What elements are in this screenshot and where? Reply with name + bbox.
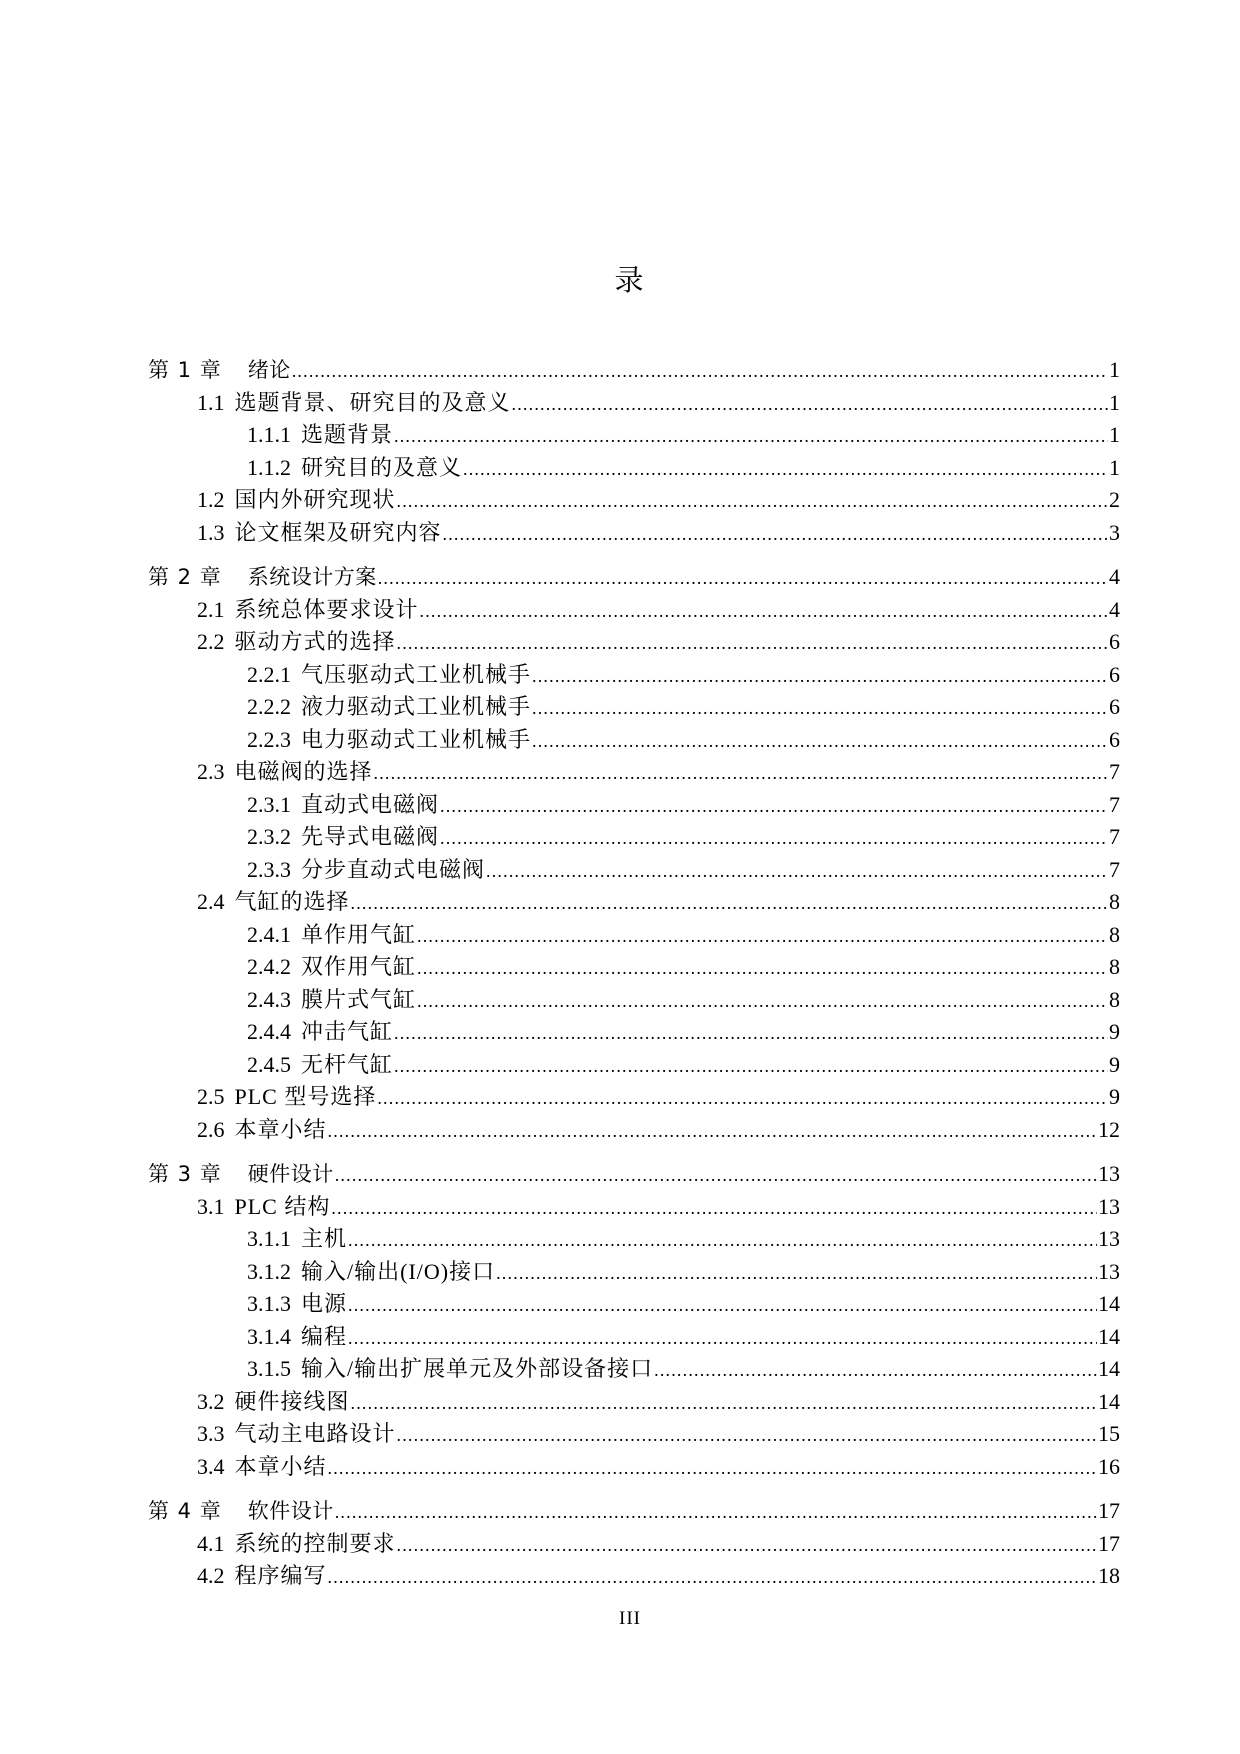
dot-leader bbox=[377, 1082, 1108, 1114]
toc-entry-number: 2.6 bbox=[197, 1116, 225, 1142]
dot-leader bbox=[328, 1115, 1097, 1147]
toc-entry-number: 1.1 bbox=[197, 389, 225, 415]
toc-entry-title: 分步直动式电磁阀 bbox=[301, 856, 486, 882]
toc-entry-section[interactable] bbox=[148, 484, 1120, 517]
toc-entry-number: 4.1 bbox=[197, 1530, 225, 1556]
toc-entry-section[interactable] bbox=[148, 517, 1120, 550]
dot-leader bbox=[348, 1289, 1097, 1321]
toc-entry-subsection[interactable] bbox=[148, 789, 1120, 822]
toc-entry-title: 先导式电磁阀 bbox=[301, 824, 440, 849]
toc-entry-number: 2.5 bbox=[197, 1084, 225, 1109]
toc-entry-title: 研究目的及意义 bbox=[301, 454, 463, 480]
toc-entry-page-number: 1 bbox=[1109, 422, 1120, 447]
toc-entry-title: 液力驱动式工业机械手 bbox=[301, 694, 532, 719]
toc-entry-subsection[interactable] bbox=[148, 1353, 1120, 1386]
dot-leader bbox=[328, 1452, 1097, 1484]
toc-entry-page-number: 7 bbox=[1109, 856, 1120, 882]
toc-entry-page-number: 8 bbox=[1109, 921, 1120, 947]
dot-leader bbox=[512, 388, 1108, 420]
toc-entry-number: 2.3 bbox=[197, 759, 225, 784]
toc-entry-page-number: 1 bbox=[1109, 389, 1120, 415]
toc-entry-subsection[interactable] bbox=[148, 1049, 1120, 1082]
dot-leader bbox=[397, 485, 1108, 517]
toc-entry-subsection[interactable] bbox=[148, 854, 1120, 887]
toc-entry-section[interactable] bbox=[148, 387, 1120, 420]
dot-leader bbox=[486, 855, 1108, 887]
dot-leader bbox=[328, 1561, 1097, 1593]
toc-entry-page-number: 6 bbox=[1109, 726, 1120, 752]
toc-entry-subsection[interactable] bbox=[148, 1223, 1120, 1256]
dot-leader bbox=[335, 1496, 1097, 1528]
dot-leader bbox=[397, 1419, 1097, 1451]
toc-entry-chapter[interactable] bbox=[148, 561, 1120, 594]
toc-entry-title: 软件设计 bbox=[247, 1499, 334, 1523]
toc-entry-page-number: 13 bbox=[1098, 1193, 1120, 1219]
toc-entry-section[interactable] bbox=[148, 594, 1120, 627]
toc-entry-title: 选题背景、研究目的及意义 bbox=[234, 389, 511, 415]
toc-entry-title: PLC 型号选择 bbox=[234, 1084, 377, 1109]
toc-entry-page-number: 7 bbox=[1109, 759, 1120, 784]
toc-entry-number: 第 4 章 bbox=[148, 1499, 222, 1523]
toc-entry-page-number: 2 bbox=[1109, 487, 1120, 512]
toc-entry-page-number: 8 bbox=[1109, 954, 1120, 979]
toc-entry-page-number: 15 bbox=[1098, 1421, 1120, 1446]
dot-leader bbox=[335, 1159, 1097, 1191]
toc-entry-number: 第 2 章 bbox=[148, 565, 222, 589]
toc-entry-number: 2.1 bbox=[197, 596, 225, 622]
dot-leader bbox=[331, 1192, 1097, 1224]
toc-entry-title: 单作用气缸 bbox=[301, 921, 417, 947]
toc-entry-page-number: 13 bbox=[1098, 1161, 1120, 1186]
toc-entry-title: 气缸的选择 bbox=[234, 889, 350, 914]
toc-entry-title: 电磁阀的选择 bbox=[234, 759, 373, 784]
toc-entry-number: 3.1.4 bbox=[247, 1323, 291, 1349]
toc-entry-page-number: 12 bbox=[1098, 1116, 1120, 1142]
toc-entry-page-number: 7 bbox=[1109, 824, 1120, 849]
toc-entry-page-number: 7 bbox=[1109, 791, 1120, 817]
toc-entry-page-number: 6 bbox=[1109, 629, 1120, 654]
toc-entry-number: 2.4.5 bbox=[247, 1051, 291, 1077]
toc-entry-title: 本章小结 bbox=[234, 1116, 327, 1142]
toc-entry-number: 3.1.5 bbox=[247, 1356, 291, 1381]
toc-entry-number: 2.2.2 bbox=[247, 694, 291, 719]
dot-leader bbox=[378, 562, 1108, 594]
toc-entry-subsection[interactable] bbox=[148, 1288, 1120, 1321]
toc-entry-title: 程序编写 bbox=[234, 1563, 327, 1588]
toc-entry-number: 2.4 bbox=[197, 889, 225, 914]
dot-leader bbox=[532, 692, 1108, 724]
toc-entry-title: 输入/输出(I/O)接口 bbox=[301, 1258, 496, 1284]
dot-leader bbox=[351, 1387, 1097, 1419]
toc-entry-title: 无杆气缸 bbox=[301, 1051, 394, 1077]
toc-entry-page-number: 9 bbox=[1109, 1084, 1120, 1109]
toc-entry-number: 3.3 bbox=[197, 1421, 225, 1446]
toc-entry-number: 3.1.1 bbox=[247, 1226, 291, 1251]
dot-leader bbox=[532, 660, 1108, 692]
toc-entry-section[interactable] bbox=[148, 1386, 1120, 1419]
table-of-contents bbox=[148, 354, 1120, 1593]
dot-leader bbox=[463, 453, 1108, 485]
toc-entry-number: 1.3 bbox=[197, 519, 225, 545]
dot-leader bbox=[348, 1322, 1097, 1354]
toc-entry-page-number: 17 bbox=[1098, 1530, 1120, 1556]
toc-entry-section[interactable] bbox=[148, 1081, 1120, 1114]
toc-entry-number: 4.2 bbox=[197, 1563, 225, 1588]
toc-entry-title: 膜片式气缸 bbox=[301, 986, 417, 1012]
toc-entry-title: 论文框架及研究内容 bbox=[234, 519, 442, 545]
toc-entry-number: 2.2.1 bbox=[247, 661, 291, 687]
toc-entry-page-number: 8 bbox=[1109, 889, 1120, 914]
toc-entry-subsection[interactable] bbox=[148, 1016, 1120, 1049]
toc-entry-section[interactable] bbox=[148, 1114, 1120, 1147]
toc-entry-page-number: 14 bbox=[1098, 1323, 1120, 1349]
toc-entry-chapter[interactable] bbox=[148, 1158, 1120, 1191]
dot-leader bbox=[394, 1017, 1108, 1049]
dot-leader bbox=[374, 757, 1108, 789]
dot-leader bbox=[348, 1224, 1097, 1256]
toc-entry-number: 2.2.3 bbox=[247, 726, 291, 752]
toc-entry-page-number: 8 bbox=[1109, 986, 1120, 1012]
toc-entry-page-number: 6 bbox=[1109, 661, 1120, 687]
toc-entry-title: 双作用气缸 bbox=[301, 954, 417, 979]
toc-entry-number: 2.4.1 bbox=[247, 921, 291, 947]
dot-leader bbox=[654, 1354, 1097, 1386]
toc-entry-title: 绪论 bbox=[247, 358, 291, 382]
toc-entry-title: 编程 bbox=[301, 1323, 348, 1349]
dot-leader bbox=[440, 822, 1108, 854]
toc-entry-number: 2.3.1 bbox=[247, 791, 291, 817]
dot-leader bbox=[443, 518, 1108, 550]
toc-entry-page-number: 9 bbox=[1109, 1019, 1120, 1044]
toc-entry-page-number: 14 bbox=[1098, 1291, 1120, 1316]
toc-entry-title: 电力驱动式工业机械手 bbox=[301, 726, 532, 752]
toc-entry-page-number: 13 bbox=[1098, 1258, 1120, 1284]
toc-entry-title: 输入/输出扩展单元及外部设备接口 bbox=[301, 1356, 654, 1381]
toc-entry-title: 气动主电路设计 bbox=[234, 1421, 396, 1446]
toc-title: 录 bbox=[614, 263, 646, 297]
toc-entry-title: 气压驱动式工业机械手 bbox=[301, 661, 532, 687]
toc-entry-page-number: 4 bbox=[1109, 564, 1120, 589]
toc-entry-chapter[interactable] bbox=[148, 1495, 1120, 1528]
toc-entry-title: 本章小结 bbox=[234, 1453, 327, 1479]
dot-leader bbox=[496, 1257, 1097, 1289]
toc-entry-number: 1.1.1 bbox=[247, 422, 291, 447]
toc-entry-number: 2.2 bbox=[197, 629, 225, 654]
toc-entry-title: 硬件接线图 bbox=[234, 1388, 350, 1414]
toc-entry-title: 系统的控制要求 bbox=[234, 1530, 396, 1556]
toc-entry-subsection[interactable] bbox=[148, 724, 1120, 757]
page-number-footer: III bbox=[619, 1608, 641, 1629]
toc-entry-chapter[interactable] bbox=[148, 354, 1120, 387]
toc-entry-title: 选题背景 bbox=[301, 422, 394, 447]
toc-entry-title: 驱动方式的选择 bbox=[234, 629, 396, 654]
toc-entry-number: 3.4 bbox=[197, 1453, 225, 1479]
toc-entry-title: 主机 bbox=[301, 1226, 348, 1251]
toc-entry-page-number: 14 bbox=[1098, 1356, 1120, 1381]
toc-entry-section[interactable] bbox=[148, 1528, 1120, 1561]
toc-entry-subsection[interactable] bbox=[148, 419, 1120, 452]
toc-entry-number: 3.1 bbox=[197, 1193, 225, 1219]
toc-entry-page-number: 17 bbox=[1098, 1498, 1120, 1523]
toc-entry-title: 硬件设计 bbox=[247, 1162, 334, 1186]
toc-entry-number: 第 3 章 bbox=[148, 1162, 222, 1186]
dot-leader bbox=[440, 790, 1108, 822]
toc-entry-number: 1.2 bbox=[197, 487, 225, 512]
toc-entry-subsection[interactable] bbox=[148, 659, 1120, 692]
toc-entry-title: 电源 bbox=[301, 1291, 348, 1316]
toc-entry-number: 2.4.3 bbox=[247, 986, 291, 1012]
toc-entry-section[interactable] bbox=[148, 756, 1120, 789]
toc-entry-section[interactable] bbox=[148, 1418, 1120, 1451]
toc-entry-subsection[interactable] bbox=[148, 1256, 1120, 1289]
toc-entry-page-number: 18 bbox=[1098, 1563, 1120, 1588]
dot-leader bbox=[394, 1050, 1108, 1082]
dot-leader bbox=[397, 1529, 1097, 1561]
toc-entry-title: 系统设计方案 bbox=[247, 565, 377, 589]
toc-entry-title: 国内外研究现状 bbox=[234, 487, 396, 512]
toc-entry-subsection[interactable] bbox=[148, 691, 1120, 724]
toc-entry-number: 2.3.3 bbox=[247, 856, 291, 882]
toc-entry-page-number: 1 bbox=[1109, 454, 1120, 480]
toc-entry-number: 3.1.3 bbox=[247, 1291, 291, 1316]
dot-leader bbox=[394, 420, 1108, 452]
toc-entry-number: 2.3.2 bbox=[247, 824, 291, 849]
toc-entry-number: 3.1.2 bbox=[247, 1258, 291, 1284]
toc-entry-subsection[interactable] bbox=[148, 1321, 1120, 1354]
toc-entry-subsection[interactable] bbox=[148, 452, 1120, 485]
toc-entry-title: 系统总体要求设计 bbox=[234, 596, 419, 622]
toc-entry-section[interactable] bbox=[148, 1451, 1120, 1484]
toc-entry-section[interactable] bbox=[148, 626, 1120, 659]
toc-entry-number: 第 1 章 bbox=[148, 358, 222, 382]
toc-entry-number: 2.4.4 bbox=[247, 1019, 291, 1044]
toc-entry-page-number: 14 bbox=[1098, 1388, 1120, 1414]
dot-leader bbox=[532, 725, 1108, 757]
toc-entry-number: 1.1.2 bbox=[247, 454, 291, 480]
dot-leader bbox=[351, 887, 1108, 919]
toc-entry-page-number: 13 bbox=[1098, 1226, 1120, 1251]
toc-entry-subsection[interactable] bbox=[148, 951, 1120, 984]
dot-leader bbox=[417, 985, 1108, 1017]
toc-entry-subsection[interactable] bbox=[148, 984, 1120, 1017]
toc-entry-subsection[interactable] bbox=[148, 821, 1120, 854]
toc-entry-section[interactable] bbox=[148, 1560, 1120, 1593]
dot-leader bbox=[292, 355, 1108, 387]
toc-entry-page-number: 16 bbox=[1098, 1453, 1120, 1479]
toc-entry-title: PLC 结构 bbox=[234, 1193, 331, 1219]
toc-entry-page-number: 3 bbox=[1109, 519, 1120, 545]
toc-entry-number: 2.4.2 bbox=[247, 954, 291, 979]
dot-leader bbox=[420, 595, 1108, 627]
dot-leader bbox=[417, 952, 1108, 984]
toc-entry-title: 直动式电磁阀 bbox=[301, 791, 440, 817]
toc-entry-section[interactable] bbox=[148, 886, 1120, 919]
dot-leader bbox=[417, 920, 1108, 952]
toc-entry-title: 冲击气缸 bbox=[301, 1019, 394, 1044]
toc-entry-page-number: 4 bbox=[1109, 596, 1120, 622]
toc-entry-section[interactable] bbox=[148, 1191, 1120, 1224]
toc-entry-page-number: 1 bbox=[1109, 357, 1120, 382]
toc-entry-subsection[interactable] bbox=[148, 919, 1120, 952]
toc-entry-page-number: 6 bbox=[1109, 694, 1120, 719]
toc-entry-number: 3.2 bbox=[197, 1388, 225, 1414]
dot-leader bbox=[397, 627, 1108, 659]
toc-entry-page-number: 9 bbox=[1109, 1051, 1120, 1077]
